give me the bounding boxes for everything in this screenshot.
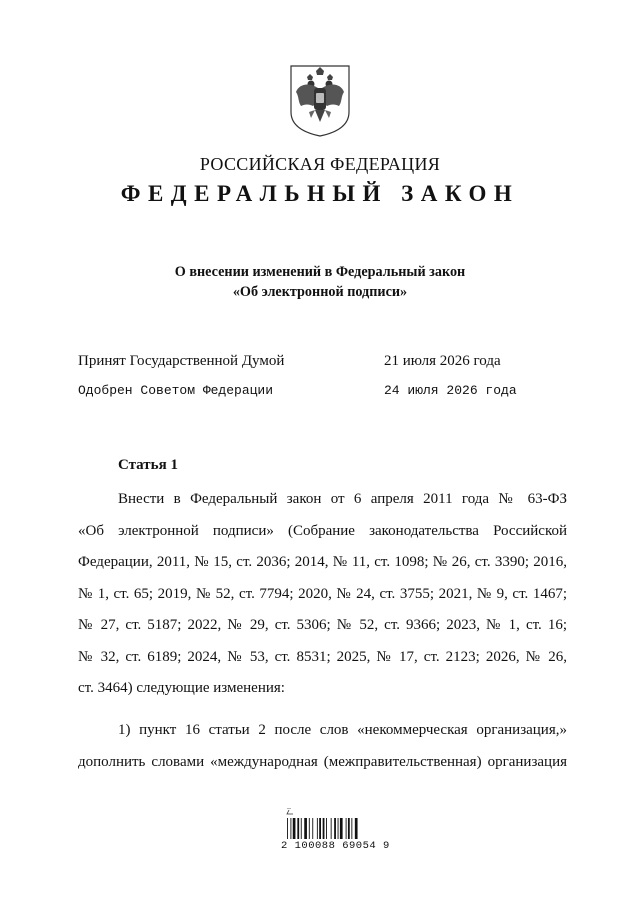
barcode-bar [309,818,310,839]
paragraph-line: ст. 3464) следующие изменения: [78,680,285,696]
article-paragraph-1 [78,484,567,705]
council-date: 24 июля 2026 года [384,383,517,398]
paragraph-line: 1) пункт 16 статьи 2 после слов «некоммерческая организация,» [118,722,567,738]
barcode-bar [323,818,325,839]
article-paragraph-2 [78,715,567,778]
paragraph-line: № 32, ст. 6189; 2024, № 53, ст. 8531; 2025, № 17, ст. 2123; 2026, № 26, [78,648,567,665]
barcode-bar [293,818,296,839]
barcode-bar [340,818,343,839]
barcode-bar [334,818,336,839]
coat-of-arms-emblem [287,62,353,138]
barcode-number: 2 100088 69054 9 [281,840,390,852]
barcode-bar [346,818,347,839]
barcode-bar [355,818,358,839]
council-label: Одобрен Советом Федерации [78,383,274,398]
duma-date: 21 июля 2026 года [384,353,501,369]
barcode-bar [290,818,291,839]
paragraph-line: № 27, ст. 5187; 2022, № 29, ст. 5306; № 52, ст. 9366; 2023, № 1, ст. 16; [78,617,567,633]
duma-label: Принят Государственной Думой [78,353,285,369]
country-name: РОССИЙСКАЯ ФЕДЕРАЦИЯ [199,154,441,174]
paragraph-line: № 1, ст. 65; 2019, № 52, ст. 7794; 2020, № 24, ст. 3755; 2021, № 9, ст. 1467; [78,585,567,602]
barcode-bar [287,818,288,839]
barcode-bar [326,818,327,839]
barcode-bar [331,818,332,839]
barcode-bar [297,818,299,839]
paragraph-line: Федерации, 2011, № 15, ст. 2036; 2014, № 11, ст. 1098; № 26, ст. 3390; 2016, [78,554,567,570]
barcode-bar [301,818,302,839]
barcode-bar [304,818,307,839]
article-heading: Статья 1 [118,457,178,473]
document-type: ФЕДЕРАЛЬНЫЙ ЗАКОН [120,181,520,206]
law-title-line-2: «Об электронной подписи» [232,284,408,300]
barcode-bar [319,818,321,839]
paragraph-line: дополнить словами «международная (межправительственная) организация [78,753,567,770]
paragraph-line: Внести в Федеральный закон от 6 апреля 2011 года № 63-ФЗ [118,491,567,507]
law-title-line-1: О внесении изменений в Федеральный закон [174,264,466,280]
barcode-bar [317,818,318,839]
law-title [0,262,640,302]
barcode-bar [351,818,352,839]
paragraph-line: «Об электронной подписи» (Собрание законодательства Российской [78,522,567,539]
barcode-bar [348,818,350,839]
barcode-bar [338,818,339,839]
barcode-bar [312,818,313,839]
